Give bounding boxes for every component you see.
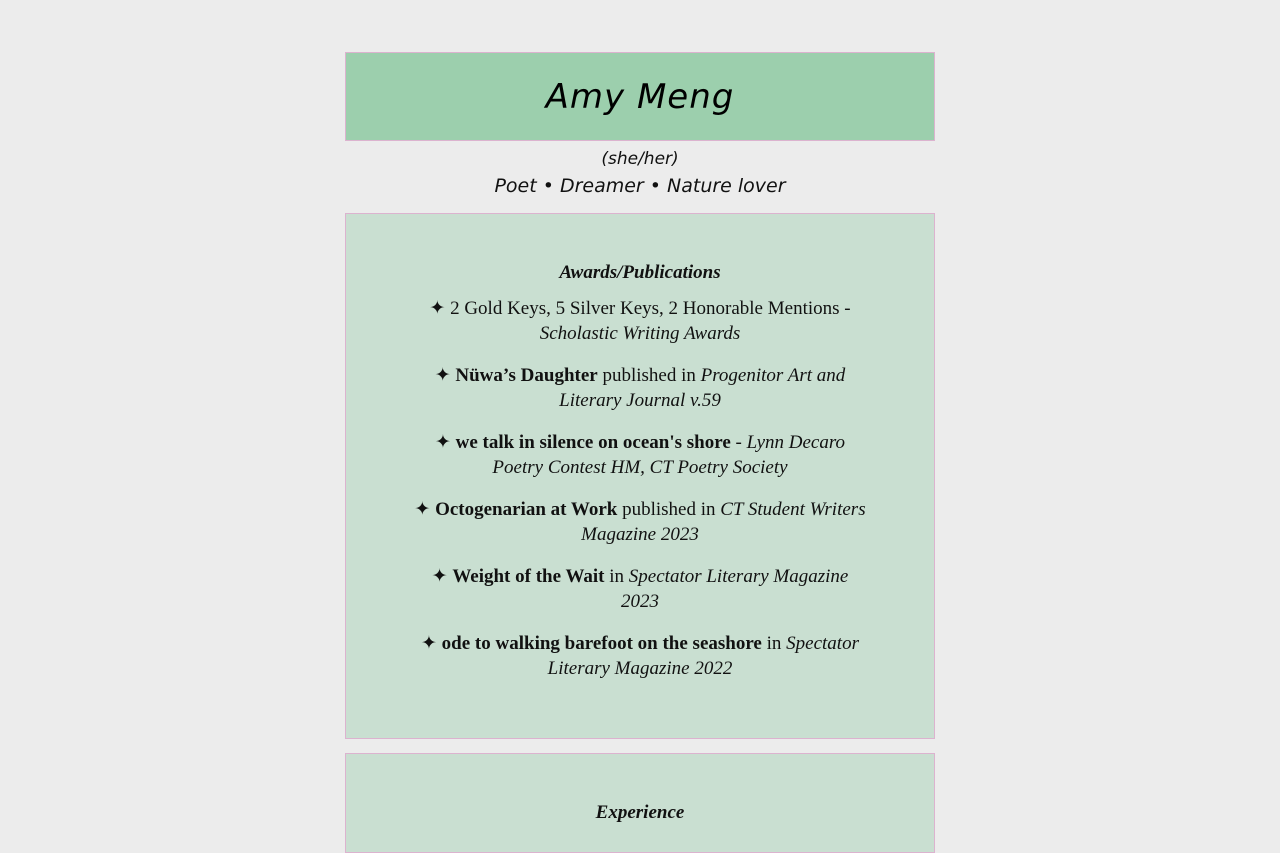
award-item bbox=[406, 363, 874, 413]
award-connector: published in bbox=[597, 365, 701, 386]
award-connector: published in bbox=[617, 499, 721, 520]
star-icon: ✦ bbox=[414, 499, 436, 520]
award-venue: CT Student Writers Magazine 2023 bbox=[581, 499, 866, 545]
award-item bbox=[406, 497, 874, 547]
awards-list bbox=[406, 296, 874, 681]
award-work-title: Octogenarian at Work bbox=[435, 499, 618, 520]
award-work-title: Nüwa’s Daughter bbox=[455, 365, 598, 386]
star-icon: ✦ bbox=[429, 298, 451, 319]
award-venue: Lynn Decaro Poetry Contest HM, CT Poetry Society bbox=[492, 432, 846, 478]
award-item bbox=[406, 296, 874, 346]
award-item bbox=[406, 564, 874, 614]
header-banner bbox=[345, 52, 935, 141]
tagline: Poet • Dreamer • Nature lover bbox=[494, 175, 786, 197]
awards-heading: Awards/Publications bbox=[559, 262, 721, 283]
award-work-title: ode to walking barefoot on the seashore bbox=[441, 633, 762, 654]
page-container bbox=[345, 52, 935, 853]
award-connector: in bbox=[761, 633, 787, 654]
award-venue: Scholastic Writing Awards bbox=[539, 323, 741, 344]
award-item bbox=[406, 430, 874, 480]
award-venue: Spectator Literary Magazine 2023 bbox=[621, 566, 849, 612]
award-connector: in bbox=[604, 566, 629, 587]
pronouns: (she/her) bbox=[601, 149, 679, 169]
award-connector: 2 Gold Keys, 5 Silver Keys, 2 Honorable Mentions - bbox=[450, 298, 851, 319]
award-venue: Progenitor Art and Literary Journal v.59 bbox=[559, 365, 846, 411]
star-icon: ✦ bbox=[431, 566, 453, 587]
experience-heading: Experience bbox=[595, 802, 685, 823]
award-work-title: we talk in silence on ocean's shore bbox=[455, 432, 731, 453]
star-icon: ✦ bbox=[434, 365, 456, 386]
award-item bbox=[406, 631, 874, 681]
star-icon: ✦ bbox=[434, 432, 456, 453]
award-connector: - bbox=[730, 432, 747, 453]
award-work-title: Weight of the Wait bbox=[452, 566, 605, 587]
star-icon: ✦ bbox=[421, 633, 442, 654]
awards-section bbox=[345, 213, 935, 739]
award-venue: Spectator Literary Magazine 2022 bbox=[547, 633, 859, 679]
page-title: Amy Meng bbox=[545, 76, 735, 117]
experience-section bbox=[345, 753, 935, 853]
